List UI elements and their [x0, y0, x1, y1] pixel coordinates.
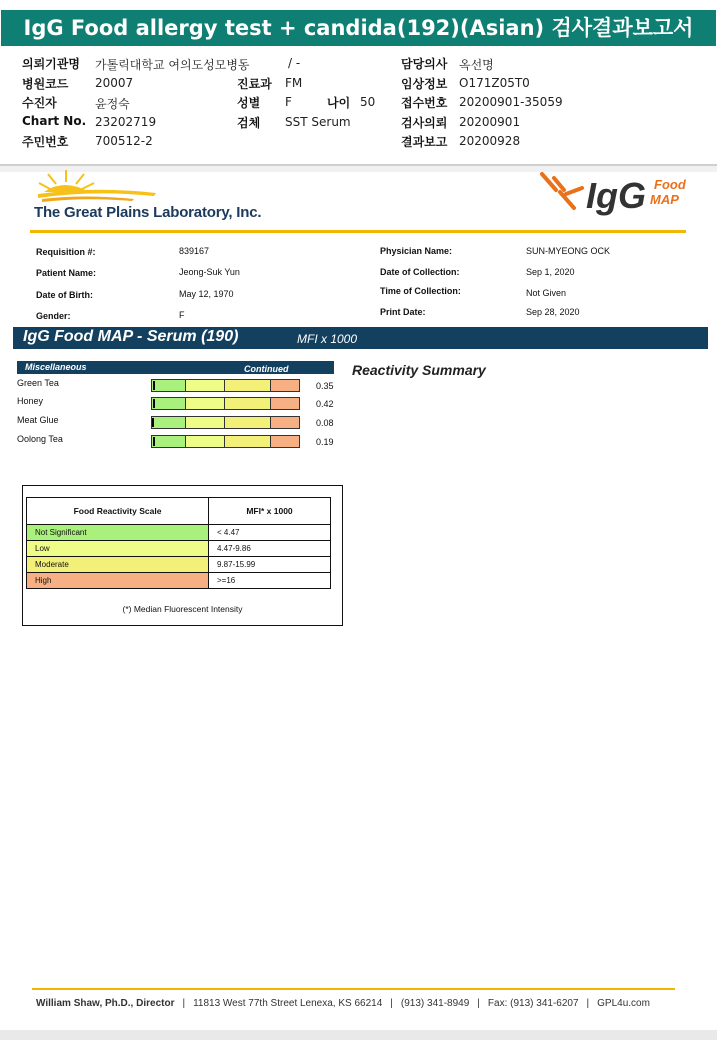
hospital-code-value: 20007	[95, 76, 134, 90]
dob-value: May 12, 1970	[179, 289, 234, 299]
lab-website[interactable]: GPL4u.com	[597, 998, 650, 1009]
gold-divider	[30, 230, 686, 233]
chart-no-label: Chart No.	[22, 114, 87, 128]
reactivity-marker	[152, 418, 154, 427]
specimen-value: SST Serum	[285, 115, 351, 129]
patient-name-value: Jeong-Suk Yun	[179, 267, 240, 277]
reactivity-marker	[153, 399, 155, 408]
report-title: IgG Food allergy test + candida(192)(Asian) 검사결과보고서	[1, 10, 716, 46]
print-date-label: Print Date:	[380, 307, 426, 317]
department-value: FM	[285, 76, 303, 90]
food-row-honey	[17, 396, 337, 412]
food-value: 0.08	[316, 418, 334, 428]
reactivity-bar	[151, 397, 300, 410]
print-date-value: Sep 28, 2020	[526, 307, 580, 317]
physician-label: Physician Name:	[380, 246, 453, 256]
food-row-meat-glue	[17, 415, 337, 431]
igg-logo-text: IgG	[586, 175, 646, 216]
food-name: Green Tea	[17, 378, 59, 388]
reactivity-summary-title: Reactivity Summary	[352, 362, 486, 378]
scale-level: Not Significant	[27, 525, 209, 541]
igg-food-map-logo-icon	[536, 168, 691, 216]
receipt-no-value: 20200901-35059	[459, 95, 563, 109]
food-logo-text: Food	[654, 177, 686, 192]
scale-range: 4.47-9.86	[209, 541, 331, 557]
scale-range: < 4.47	[209, 525, 331, 541]
reactivity-bar	[151, 416, 300, 429]
clinical-info-value: O171Z05T0	[459, 76, 530, 90]
patient-kr-value: 윤정숙	[95, 97, 130, 111]
scale-level: High	[27, 573, 209, 589]
physician-value: SUN-MYEONG OCK	[526, 246, 611, 256]
scale-col-header: Food Reactivity Scale	[27, 498, 209, 525]
reactivity-scale-table	[26, 497, 331, 589]
reactivity-marker	[153, 437, 155, 446]
footer-divider	[32, 988, 675, 990]
facility-value: 가톨릭대학교 여의도성모병동	[95, 58, 250, 72]
page-bottom-edge	[0, 1030, 717, 1040]
specimen-label: 검체	[237, 116, 261, 130]
collection-date-value: Sep 1, 2020	[526, 267, 575, 277]
map-logo-text: MAP	[650, 192, 679, 207]
food-name: Honey	[17, 396, 44, 406]
id-number-label: 주민번호	[22, 135, 69, 149]
sex-label: 성별	[237, 96, 261, 110]
department-label: 진료과	[237, 77, 272, 91]
food-value: 0.42	[316, 399, 334, 409]
test-request-value: 20200901	[459, 115, 521, 129]
scale-range: >=16	[209, 573, 331, 589]
footer: William Shaw, Ph.D., Director | 11813 West 77th Street Lenexa, KS 66214 | (913) 341-8949 | Fax: (913) 341-6207 | GPL4u.com	[36, 998, 650, 1009]
lab-phone: (913) 341-8949	[400, 998, 470, 1009]
lab-address: 11813 West 77th Street Lenexa, KS 66214	[193, 998, 383, 1009]
miscellaneous-header	[17, 361, 334, 374]
director-name: William Shaw, Ph.D., Director	[36, 998, 175, 1009]
section-unit: MFI x 1000	[297, 332, 358, 346]
sun-logo-icon	[34, 168, 164, 204]
section-title: IgG Food MAP - Serum (190)	[23, 328, 239, 345]
hospital-code-label: 병원코드	[22, 77, 69, 91]
food-value: 0.19	[316, 437, 334, 447]
miscellaneous-label: Miscellaneous	[25, 362, 87, 372]
lab-fax: Fax: (913) 341-6207	[487, 998, 579, 1009]
reactivity-bar	[151, 379, 300, 392]
scale-level: Low	[27, 541, 209, 557]
result-report-label: 결과보고	[401, 135, 448, 149]
dob-label: Date of Birth:	[36, 290, 93, 300]
doctor-value: 옥선명	[459, 58, 494, 72]
scale-footnote: (*) Median Fluorescent Intensity	[122, 604, 243, 614]
facility-ward-value: / -	[288, 56, 301, 70]
collection-time-label: Time of Collection:	[380, 286, 461, 296]
collection-time-value: Not Given	[526, 288, 567, 298]
requisition-value: 839167	[179, 246, 210, 256]
gender-value: F	[179, 310, 185, 320]
continued-label: Continued	[244, 364, 289, 374]
receipt-no-label: 접수번호	[401, 96, 448, 110]
clinical-info-label: 임상정보	[401, 77, 448, 91]
test-request-label: 검사의뢰	[401, 116, 448, 130]
facility-label: 의뢰기관명	[22, 57, 80, 71]
id-number-value: 700512-2	[95, 134, 153, 148]
requisition-label: Requisition #:	[36, 247, 96, 257]
food-value: 0.35	[316, 381, 334, 391]
food-row-green-tea	[17, 378, 337, 394]
scale-range: 9.87-15.99	[209, 557, 331, 573]
patient-kr-label: 수진자	[22, 96, 57, 110]
reactivity-marker	[153, 381, 155, 390]
food-name: Oolong Tea	[17, 434, 63, 444]
reactivity-bar	[151, 435, 300, 448]
food-row-oolong-tea	[17, 434, 337, 450]
food-name: Meat Glue	[17, 415, 59, 425]
scale-level: Moderate	[27, 557, 209, 573]
scale-col-header: MFI* x 1000	[209, 498, 331, 525]
gender-label: Gender:	[36, 311, 71, 321]
chart-no-value: 23202719	[95, 115, 157, 129]
age-label: 나이	[327, 96, 351, 110]
age-value: 50	[360, 95, 376, 109]
lab-name: The Great Plains Laboratory, Inc.	[34, 204, 262, 221]
section-header	[13, 327, 708, 349]
result-report-value: 20200928	[459, 134, 521, 148]
doctor-label: 담당의사	[401, 57, 448, 71]
collection-date-label: Date of Collection:	[380, 267, 460, 277]
patient-name-label: Patient Name:	[36, 268, 97, 278]
sex-value: F	[285, 95, 292, 109]
